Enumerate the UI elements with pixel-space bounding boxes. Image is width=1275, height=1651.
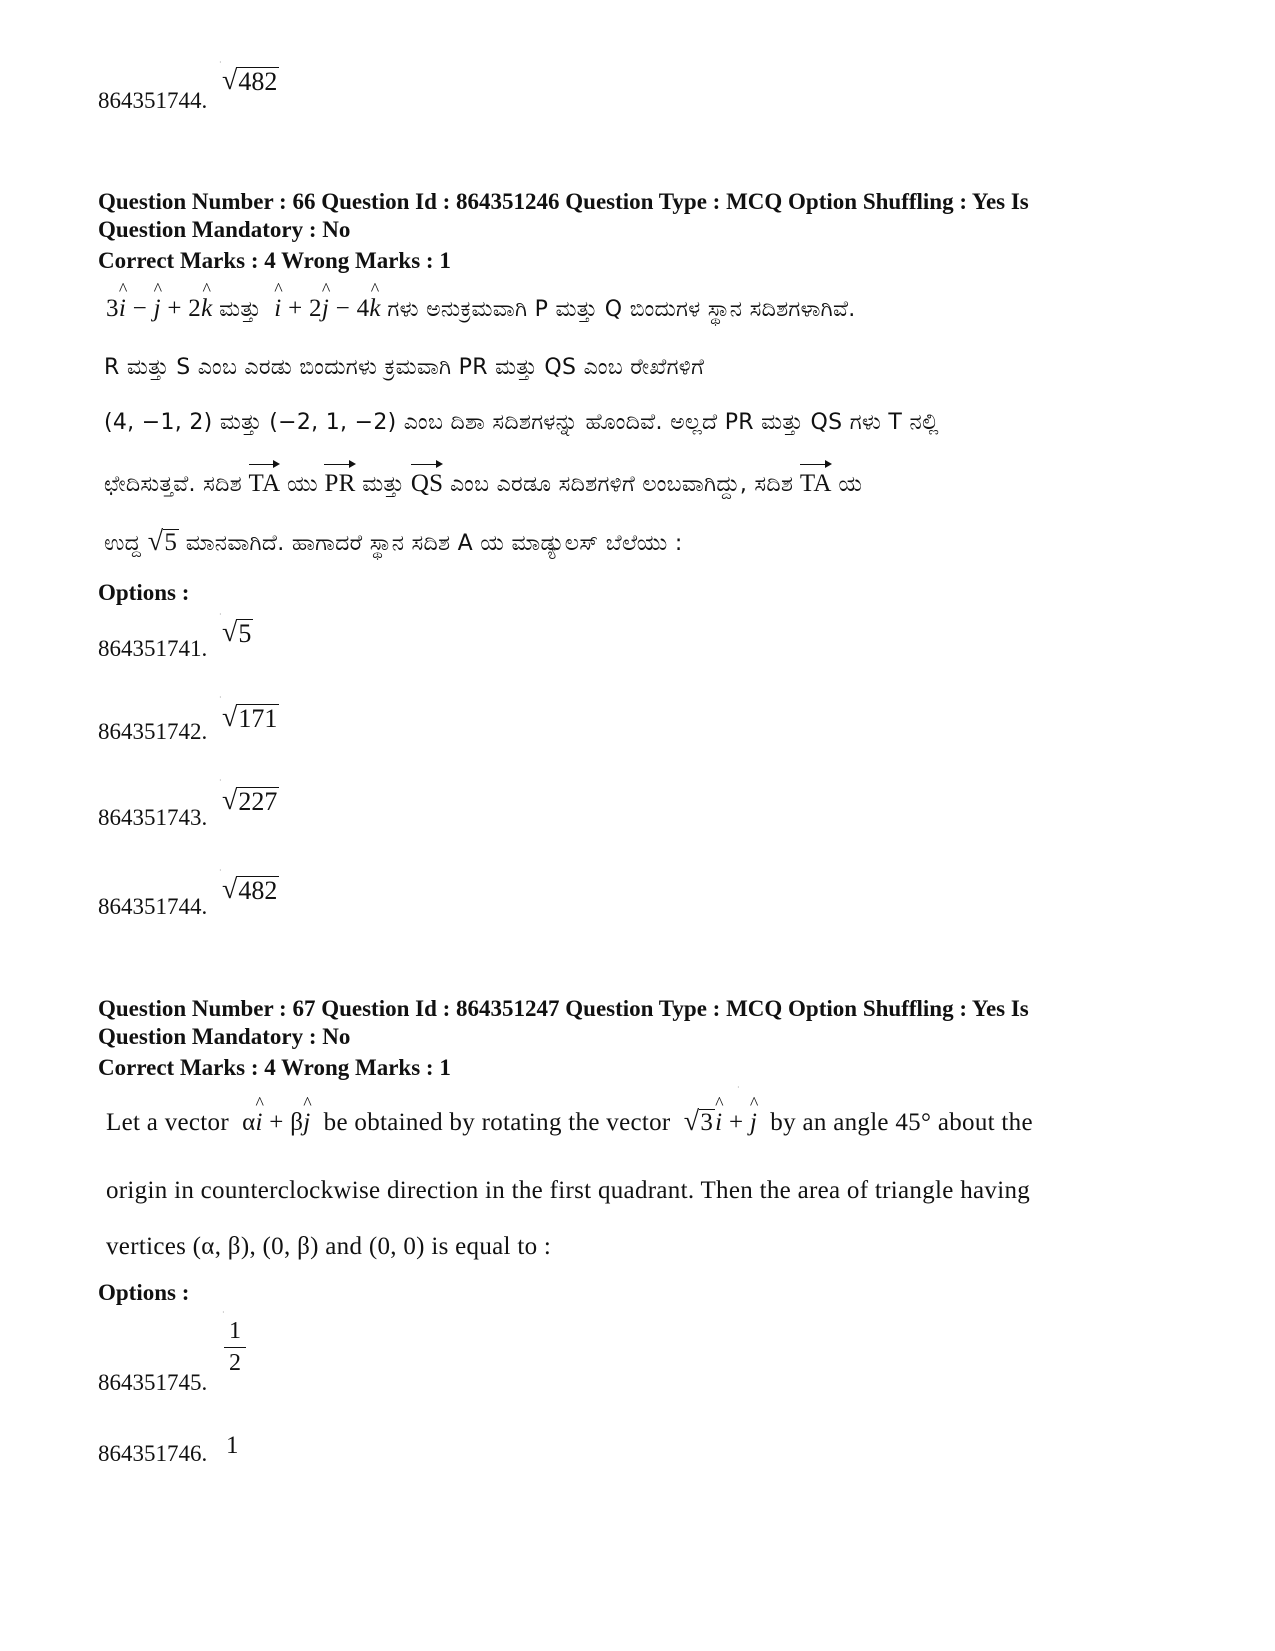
option-number: 864351746. [98,1441,208,1466]
scan-dot: · [219,693,222,702]
option-value: √ 227 [222,785,278,816]
question-66-header: Question Number : 66 Question Id : 864351246 Question Type : MCQ Option Shuffling : Yes Is Question Mandatory : No [98,189,1029,242]
option-value: √ 482 [222,874,278,905]
question-66-line-5: ಉದ್ದ √ 5 ಮಾನವಾಗಿದೆ. ಹಾಗಾದರೆ ಸ್ಥಾನ ಸದಿಶ A ಯ ಮಾಡ್ಯುಲಸ್ ಬೆಲೆಯು : [104,526,683,557]
option-value: 1 [226,1432,239,1459]
scan-dot: · [219,776,222,785]
option-number: 864351743. [98,805,208,830]
question-66-line-3: (4, −1, 2) ಮತ್ತು (−2, 1, −2) ಎಂಬ ದಿಶಾ ಸದಿಶಗಳನ್ನು ಹೊಂದಿವೆ. ಅಲ್ಲದೆ PR ಮತ್ತು QS ಗಳು T ನಲ್ಲಿ [104,410,939,435]
scan-dot: · [222,1308,225,1317]
options-label: Options : [98,580,190,605]
option-value: √ 482 [222,65,278,96]
option-number: 864351744. [98,88,208,113]
question-67-line-1: Let a vector α^ i + β^ j be obtained by rotating the vector √ 3 ^ i + ^ j by an angle 45° about the [106,1108,1033,1137]
option-number: 864351745. [98,1370,208,1395]
scan-dot: · [737,1083,740,1092]
question-67-line-2: origin in counterclockwise direction in the first quadrant. Then the area of triangle having [106,1177,1031,1204]
option-number: 864351741. [98,636,208,661]
question-66-line-1: 3^ i − ^ j + 2^ k ಮತ್ತು ^ i + 2^ j − 4^ k ಗಳು ಅನುಕ್ರಮವಾಗಿ P ಮತ್ತು Q ಬಿಂದುಗಳ ಸ್ಥಾನ ಸದಿಶಗಳಾಗಿವೆ. [106,295,856,323]
scan-dot: · [219,58,222,67]
question-66-line-2: R ಮತ್ತು S ಎಂಬ ಎರಡು ಬಿಂದುಗಳು ಕ್ರಮವಾಗಿ PR ಮತ್ತು QS ಎಂಬ ರೇಖೆಗಳಿಗೆ [104,355,705,380]
question-66-marks: Correct Marks : 4 Wrong Marks : 1 [98,248,451,273]
scan-dot: · [219,866,222,875]
option-number: 864351744. [98,894,208,919]
option-number: 864351742. [98,719,208,744]
options-label: Options : [98,1280,190,1305]
scan-dot: · [219,610,222,619]
option-value: √ 5 [222,617,252,648]
question-67-marks: Correct Marks : 4 Wrong Marks : 1 [98,1055,451,1080]
question-67-header: Question Number : 67 Question Id : 864351247 Question Type : MCQ Option Shuffling : Yes Is Question Mandatory : No [98,996,1029,1049]
question-66-line-4: ಛೇದಿಸುತ್ತವೆ. ಸದಿಶ TA ಯು PR ಮತ್ತು QS ಎಂಬ ಎರಡೂ ಸದಿಶಗಳಿಗೆ ಲಂಬವಾಗಿದ್ದು, ಸದಿಶ TA ಯ [104,470,863,497]
question-67-line-3: vertices (α, β), (0, β) and (0, 0) is equal to : [106,1233,552,1260]
option-fraction: $\frac{1}{2}$ [224,1318,246,1377]
option-value: √ 171 [222,702,278,733]
